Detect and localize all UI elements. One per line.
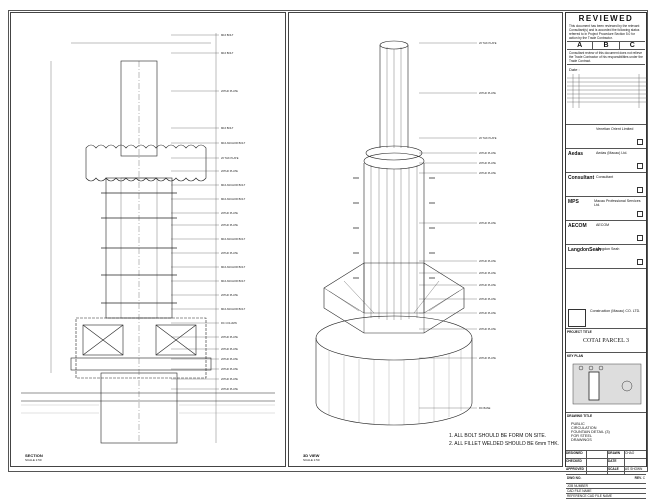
- approval-checkbox[interactable]: [637, 139, 643, 145]
- consultant-firm: [566, 173, 646, 197]
- callout-label: 20THK PLATE: [479, 284, 496, 287]
- dwg-no-label: DWG NO.: [567, 476, 582, 480]
- firm-name: Aedas (Macau) Ltd.: [596, 151, 628, 155]
- review-disclaimer: Consultant review of this document does not relieve the Trade Contractor of his responsibilities under the Trade Contract.: [567, 49, 645, 64]
- grade-b[interactable]: B: [593, 42, 619, 49]
- callout-label: M16 ANCHOR BOLT: [221, 280, 246, 283]
- drawing-title-label: DRAWING TITLE: [567, 414, 593, 418]
- callout-label: 20THK PLATE: [221, 348, 238, 351]
- callout-label: M16 BOLT: [221, 127, 234, 130]
- callout-label: M16 BOLT: [221, 34, 234, 37]
- consultant-firm: [566, 125, 646, 149]
- section-view-panel: [10, 12, 286, 467]
- rev-value: C: [642, 476, 645, 480]
- firm-name: Consultant: [596, 175, 614, 179]
- field-label: APPROVED: [566, 467, 587, 474]
- firm-logo: AECOM: [568, 223, 587, 229]
- callout-label: 20THK PLATE: [479, 92, 496, 95]
- callout-label: M16 ANCHOR BOLT: [221, 308, 246, 311]
- callout-label: M16 ANCHOR BOLT: [221, 238, 246, 241]
- callout-label: 20THK PLATE: [479, 312, 496, 315]
- field-value: [587, 459, 608, 466]
- reference-row: [566, 494, 646, 499]
- callout-label: 20THK PLATE: [479, 260, 496, 263]
- consultant-firm: [566, 221, 646, 245]
- firm-name: AECOM: [596, 223, 610, 227]
- contractor-name: Construction (Macau) CO. LTD.: [590, 309, 641, 313]
- project-title: COTAI PARCEL 3: [582, 338, 630, 344]
- note-2: 2. ALL FILLET WELDED SHOULD BE 6mm THK.: [449, 441, 559, 447]
- drawing-title: PUBLIC CIRCULATION FOUNTAIN DETAIL (3) FOR STEEL DRAWINGS: [571, 422, 610, 442]
- contractor-logo: [568, 309, 586, 327]
- signoff-row: [566, 459, 646, 467]
- callout-label: 20THK PLATE: [479, 357, 496, 360]
- callout-label: 20THK PLATE: [479, 328, 496, 331]
- consultant-firm: [566, 245, 646, 269]
- callout-label: 20THK PLATE: [221, 388, 238, 391]
- field-label: CHECKED: [566, 459, 587, 466]
- callout-label: 20THK PLATE: [479, 162, 496, 165]
- callout-label: RC BASE: [479, 407, 491, 410]
- firm-name: Langdon Seah: [596, 247, 620, 251]
- approval-checkbox[interactable]: [637, 259, 643, 265]
- view-title-text: 3D VIEW: [303, 453, 320, 458]
- review-stamp: [566, 13, 646, 125]
- callout-label: RC COLUMN: [221, 322, 237, 325]
- firm-logo: Aedas: [568, 151, 584, 157]
- callout-label: 20THK PLATE: [221, 90, 238, 93]
- field-value: AS SHOWN: [625, 467, 643, 471]
- rev-label: REV.: [634, 476, 642, 480]
- field-label: DATE: [608, 459, 625, 466]
- callout-label: 20 THK PLATE: [479, 42, 497, 45]
- 3d-drawing: [289, 13, 562, 453]
- review-title: REVIEWED: [578, 14, 634, 23]
- review-grades: [567, 41, 645, 49]
- callout-label: 20THK PLATE: [479, 172, 496, 175]
- callout-label: M16 ANCHOR BOLT: [221, 142, 246, 145]
- callout-label: 20THK PLATE: [221, 212, 238, 215]
- 3d-view-panel: [288, 12, 563, 467]
- firm-logo: Consultant: [568, 175, 595, 181]
- callout-label: 20THK PLATE: [221, 294, 238, 297]
- grade-a[interactable]: A: [567, 42, 593, 49]
- field-label: DESIGNED: [566, 451, 587, 458]
- callout-label: 20THK PLATE: [221, 378, 238, 381]
- reference-label: REFERENCE CAD FILE NAME: [567, 494, 612, 498]
- notes: [449, 433, 559, 447]
- view-scale-text: SCALE 1:50: [25, 458, 42, 462]
- field-label: SCALE: [608, 467, 625, 474]
- callout-label: 20 THK PLATE: [221, 157, 239, 160]
- view-title-text: SECTION: [25, 453, 43, 458]
- section-view-title: [25, 453, 43, 462]
- review-text: This document has been reviewed by the relevant Consultant(s) and is accorded the following status referred to in Project Procedure Section 5.0 for action by the Trade Contractor.: [569, 24, 640, 40]
- view-scale-text: SCALE 1:50: [303, 458, 320, 462]
- title-block: [565, 12, 647, 498]
- key-plan: [567, 358, 645, 410]
- callout-label: 20THK PLATE: [221, 170, 238, 173]
- callout-label: 20THK PLATE: [479, 222, 496, 225]
- consultant-firm: [566, 149, 646, 173]
- callout-label: 20THK PLATE: [221, 358, 238, 361]
- signoff-row: [566, 451, 646, 459]
- callout-label: M16 ANCHOR BOLT: [221, 184, 246, 187]
- firm-name: Macau Professional Services Ltd.: [594, 199, 641, 207]
- callout-label: 20THK PLATE: [221, 252, 238, 255]
- dwg-no-row: [566, 475, 646, 484]
- callout-label: M16 ANCHOR BOLT: [221, 266, 246, 269]
- section-drawing: [11, 13, 285, 453]
- project-title-label: PROJECT TITLE: [567, 330, 592, 334]
- approval-checkbox[interactable]: [637, 211, 643, 217]
- field-label: DRAWN: [608, 451, 625, 458]
- revision-table: [567, 74, 647, 108]
- 3d-view-title: [303, 453, 320, 462]
- field-value: CHAO: [625, 451, 635, 455]
- callout-label: 20 THK PLATE: [479, 137, 497, 140]
- callout-label: M16 ANCHOR BOLT: [221, 198, 246, 201]
- firm-logo: MPS: [568, 199, 579, 205]
- field-value: [587, 451, 608, 458]
- grade-c[interactable]: C: [629, 42, 635, 49]
- callout-label: M16 BOLT: [221, 52, 234, 55]
- consultant-firm: [566, 197, 646, 221]
- approval-checkbox[interactable]: [637, 187, 643, 193]
- approval-checkbox[interactable]: [637, 163, 643, 169]
- review-date: Date :: [567, 64, 645, 74]
- field-value: [587, 467, 608, 474]
- callout-label: 20THK PLATE: [221, 336, 238, 339]
- key-plan-block: [566, 353, 646, 413]
- callout-label: 20THK PLATE: [479, 152, 496, 155]
- cad-file-label: CAD FILE NAME: [567, 489, 592, 493]
- signoff-row: [566, 467, 646, 475]
- job-number-label: JOB NUMBER: [567, 484, 588, 488]
- note-1: 1. ALL BOLT SHOULD BE FORM ON SITE.: [449, 433, 547, 439]
- approval-checkbox[interactable]: [637, 235, 643, 241]
- callout-label: 20THK PLATE: [221, 224, 238, 227]
- project-title-block: [566, 329, 646, 353]
- contractor-block: [566, 307, 646, 329]
- callout-label: 20THK PLATE: [221, 368, 238, 371]
- firm-name: Venetian Orient Limited: [596, 127, 634, 131]
- callout-label: 20THK PLATE: [479, 298, 496, 301]
- firm-logo: LangdonSeah: [568, 247, 602, 253]
- drawing-title-block: [566, 413, 646, 451]
- callout-label: 20THK PLATE: [479, 272, 496, 275]
- key-plan-label: KEY PLAN: [567, 354, 584, 358]
